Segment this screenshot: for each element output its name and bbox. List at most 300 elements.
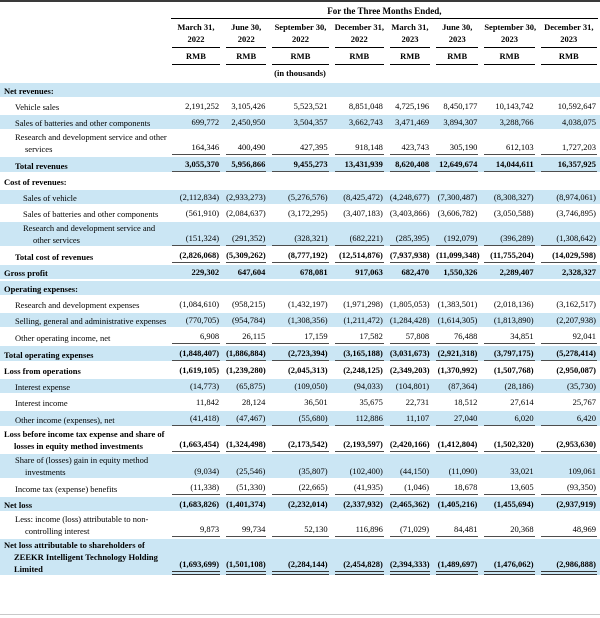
value-text: (2,112,834)	[179, 192, 220, 202]
value-cell	[433, 114, 481, 130]
value-cell	[269, 538, 331, 576]
value-cell	[538, 264, 600, 280]
value-cell	[269, 427, 331, 453]
period-year: 2023	[401, 34, 419, 44]
value-text: 92,041	[541, 329, 597, 344]
period-date: September 30,	[274, 22, 327, 32]
value-text	[390, 281, 430, 295]
value-cell	[269, 378, 331, 394]
value-text	[436, 83, 478, 97]
value-text: 13,431,939	[335, 157, 384, 172]
value-cell	[269, 264, 331, 280]
value-cell	[332, 394, 387, 410]
value-cell	[481, 189, 537, 205]
value-cell	[433, 173, 481, 189]
value-cell	[332, 410, 387, 427]
period-year: 2023	[560, 34, 578, 44]
value-cell	[387, 247, 433, 264]
value-text: (285,395)	[390, 231, 430, 246]
value-cell	[387, 512, 433, 538]
value-cell	[538, 173, 600, 189]
row-label	[0, 427, 169, 453]
value-text	[436, 174, 478, 188]
value-text	[484, 83, 534, 97]
row-label-text: Operating expenses:	[4, 284, 78, 294]
value-text: 11,107	[390, 411, 430, 426]
value-cell	[332, 496, 387, 512]
value-text: (2,937,919)	[556, 499, 596, 509]
value-cell	[332, 173, 387, 189]
value-cell	[481, 264, 537, 280]
row-label-text: Total cost of revenues	[15, 252, 94, 262]
value-text: (1,813,890)	[493, 315, 534, 325]
period-date: December 31,	[334, 22, 385, 32]
row-label	[0, 221, 169, 247]
value-cell	[538, 130, 600, 156]
value-cell	[538, 362, 600, 378]
value-cell	[433, 378, 481, 394]
row-label	[0, 410, 169, 427]
value-text: (561,910)	[185, 208, 220, 218]
value-text	[226, 174, 266, 188]
value-cell	[223, 453, 269, 479]
value-cell	[223, 247, 269, 264]
value-cell	[269, 362, 331, 378]
table-row	[0, 512, 600, 538]
value-text: (1,619,105)	[179, 365, 220, 375]
value-text: 3,105,426	[231, 101, 266, 111]
value-text: 229,302	[191, 267, 220, 277]
value-text: (328,321)	[272, 231, 328, 246]
value-cell	[332, 312, 387, 328]
value-text: (11,099,348)	[436, 248, 478, 263]
table-row	[0, 264, 600, 280]
value-text: (2,207,938)	[556, 315, 596, 325]
value-cell	[223, 205, 269, 221]
value-cell	[223, 378, 269, 394]
value-text: 3,288,766	[499, 117, 534, 127]
value-cell	[433, 410, 481, 427]
value-text: (2,933,273)	[226, 192, 266, 202]
row-label	[0, 312, 169, 328]
value-text: (5,276,576)	[287, 192, 328, 202]
value-cell	[332, 221, 387, 247]
value-cell	[169, 130, 223, 156]
value-text: (1,489,697)	[436, 557, 478, 575]
period-column-header	[223, 19, 269, 48]
value-cell	[387, 410, 433, 427]
value-text: (2,284,144)	[272, 557, 328, 575]
value-text: (3,407,183)	[343, 208, 383, 218]
value-text	[541, 174, 597, 188]
value-text: (1,476,062)	[484, 557, 534, 575]
row-label-text: Research and development service and other services	[15, 132, 167, 154]
value-text: (682,221)	[335, 231, 384, 246]
value-cell	[332, 427, 387, 453]
value-cell	[332, 538, 387, 576]
value-cell	[223, 264, 269, 280]
value-cell	[269, 98, 331, 114]
value-text: 27,614	[510, 397, 534, 407]
value-text: (1,432,197)	[287, 299, 328, 309]
value-cell	[269, 512, 331, 538]
value-text: 4,038,075	[562, 117, 596, 127]
value-text	[436, 281, 478, 295]
value-cell	[169, 280, 223, 296]
value-cell	[169, 189, 223, 205]
row-label	[0, 205, 169, 221]
value-cell	[387, 280, 433, 296]
value-cell	[169, 427, 223, 453]
value-cell	[332, 205, 387, 221]
value-cell	[332, 328, 387, 345]
value-text: (1,284,428)	[389, 315, 430, 325]
row-label	[0, 345, 169, 362]
value-cell	[481, 496, 537, 512]
header-spacer	[0, 48, 169, 65]
row-label-text: Loss from operations	[4, 366, 81, 376]
value-cell	[481, 362, 537, 378]
value-cell	[269, 394, 331, 410]
value-cell	[223, 479, 269, 496]
value-cell	[269, 296, 331, 312]
row-label-text: Interest expense	[15, 382, 70, 392]
unit-column-header	[387, 48, 433, 65]
value-text: (3,746,895)	[556, 208, 596, 218]
value-text: 10,143,742	[495, 101, 534, 111]
value-text: (2,420,166)	[390, 437, 430, 452]
value-cell	[433, 98, 481, 114]
row-label-text: Sales of batteries and other components	[15, 118, 151, 128]
value-text	[272, 174, 328, 188]
bottom-rule	[0, 614, 600, 615]
value-text: 35,675	[359, 397, 383, 407]
value-text: (14,773)	[190, 381, 220, 391]
value-cell	[433, 264, 481, 280]
value-cell	[332, 156, 387, 173]
value-text: (9,034)	[194, 466, 220, 476]
row-label-text: Other income (expenses), net	[15, 415, 115, 425]
row-label-text: Net loss attributable to shareholders of ZEEKR Intelligent Technology Holding Limited	[4, 540, 158, 574]
value-cell	[223, 427, 269, 453]
value-text: (1,683,826)	[179, 499, 220, 509]
value-text: (1,308,642)	[541, 231, 597, 246]
row-label	[0, 247, 169, 264]
value-cell	[387, 328, 433, 345]
value-cell	[387, 312, 433, 328]
value-cell	[387, 173, 433, 189]
row-label-text: Net loss	[4, 500, 33, 510]
value-cell	[433, 156, 481, 173]
value-cell	[223, 496, 269, 512]
value-cell	[169, 453, 223, 479]
value-cell	[223, 130, 269, 156]
value-cell	[269, 328, 331, 345]
value-text: (2,454,828)	[335, 557, 384, 575]
row-label	[0, 328, 169, 345]
value-text: 918,148	[335, 140, 384, 155]
value-text: 13,605	[484, 480, 534, 495]
value-text: 1,550,326	[443, 267, 478, 277]
value-cell	[538, 328, 600, 345]
value-text: (1,239,280)	[226, 365, 266, 375]
row-label	[0, 114, 169, 130]
value-text: 2,289,407	[499, 267, 534, 277]
value-cell	[169, 378, 223, 394]
value-text: 33,021	[510, 466, 534, 476]
table-header	[0, 4, 600, 83]
value-text: (35,730)	[566, 381, 596, 391]
value-cell	[538, 345, 600, 362]
period-column-header	[169, 19, 223, 48]
value-text: 116,896	[335, 522, 384, 537]
row-label-text: Income tax (expense) benefits	[15, 484, 118, 494]
value-text: (28,186)	[504, 381, 534, 391]
value-cell	[538, 296, 600, 312]
value-text: 10,592,647	[557, 101, 596, 111]
value-cell	[332, 98, 387, 114]
table-row	[0, 205, 600, 221]
value-cell	[169, 247, 223, 264]
value-cell	[538, 189, 600, 205]
value-cell	[169, 394, 223, 410]
row-label	[0, 453, 169, 479]
value-text: 2,191,252	[185, 101, 220, 111]
value-text: (14,029,598)	[541, 248, 597, 263]
value-text	[272, 281, 328, 295]
value-cell	[538, 312, 600, 328]
value-text: 14,044,611	[484, 157, 534, 172]
value-cell	[169, 538, 223, 576]
value-cell	[433, 221, 481, 247]
value-cell	[223, 512, 269, 538]
unit-label: RMB	[484, 48, 534, 65]
value-text: 57,808	[390, 329, 430, 344]
row-label-text: Vehicle sales	[15, 102, 60, 112]
value-cell	[269, 173, 331, 189]
value-text: 27,040	[436, 411, 478, 426]
table-row	[0, 189, 600, 205]
value-text: (5,309,262)	[226, 248, 266, 263]
unit-label: RMB	[436, 48, 478, 65]
value-cell	[169, 264, 223, 280]
value-cell	[332, 189, 387, 205]
value-text: 6,420	[541, 411, 597, 426]
value-text: 647,604	[237, 267, 266, 277]
value-cell	[538, 114, 600, 130]
value-cell	[387, 189, 433, 205]
value-cell	[433, 538, 481, 576]
row-label-text: Gross profit	[4, 268, 48, 278]
table-row	[0, 394, 600, 410]
value-cell	[223, 345, 269, 362]
row-label-text: Selling, general and administrative expenses	[15, 316, 167, 326]
value-cell	[169, 512, 223, 538]
value-text: (87,364)	[448, 381, 478, 391]
value-text: (2,953,630)	[541, 437, 597, 452]
value-text: 3,471,469	[395, 117, 430, 127]
value-cell	[332, 264, 387, 280]
table-row	[0, 345, 600, 362]
value-text	[226, 281, 266, 295]
value-text: (8,425,472)	[343, 192, 383, 202]
table-row	[0, 496, 600, 512]
period-year: 2023	[448, 34, 466, 44]
value-text	[484, 174, 534, 188]
value-cell	[481, 280, 537, 296]
value-text: (1,455,694)	[493, 499, 534, 509]
value-cell	[269, 130, 331, 156]
value-cell	[387, 453, 433, 479]
period-year: 2023	[500, 34, 518, 44]
value-text	[484, 281, 534, 295]
unit-caption: (in thousands)	[274, 68, 326, 78]
value-cell	[481, 410, 537, 427]
value-text: (2,950,087)	[556, 365, 596, 375]
value-text: (770,705)	[185, 315, 220, 325]
period-column-header	[387, 19, 433, 48]
value-text: (35,807)	[298, 466, 328, 476]
value-text: (1,663,454)	[172, 437, 220, 452]
period-column-header	[269, 19, 331, 48]
value-text	[226, 83, 266, 97]
unit-label: RMB	[272, 48, 328, 65]
row-label	[0, 156, 169, 173]
table-row	[0, 173, 600, 189]
value-text	[541, 83, 597, 97]
value-cell	[387, 496, 433, 512]
value-cell	[538, 410, 600, 427]
value-cell	[387, 264, 433, 280]
unit-label: RMB	[226, 48, 266, 65]
value-cell	[332, 453, 387, 479]
value-text: 3,055,370	[172, 157, 220, 172]
value-cell	[387, 205, 433, 221]
value-text: 5,956,866	[226, 157, 266, 172]
value-text	[335, 83, 384, 97]
value-cell	[223, 173, 269, 189]
table-row	[0, 247, 600, 264]
value-cell	[481, 83, 537, 99]
value-text: 52,130	[272, 522, 328, 537]
row-label-text: Net revenues:	[4, 86, 54, 96]
table-row	[0, 427, 600, 453]
value-cell	[481, 156, 537, 173]
value-text: (1,501,108)	[226, 557, 266, 575]
value-cell	[269, 221, 331, 247]
value-text: (2,394,333)	[390, 557, 430, 575]
row-label	[0, 83, 169, 99]
value-cell	[538, 156, 600, 173]
income-statement-table	[0, 4, 600, 577]
value-cell	[169, 205, 223, 221]
value-text: (1,405,216)	[437, 499, 478, 509]
value-cell	[481, 328, 537, 345]
row-label	[0, 496, 169, 512]
value-text: 3,894,307	[443, 117, 478, 127]
value-cell	[169, 496, 223, 512]
table-row	[0, 410, 600, 427]
value-cell	[169, 156, 223, 173]
value-text: 2,450,950	[231, 117, 266, 127]
value-cell	[169, 479, 223, 496]
value-text: 427,395	[272, 140, 328, 155]
value-text: (2,045,313)	[287, 365, 328, 375]
value-text: (55,680)	[272, 411, 328, 426]
value-text: 34,851	[484, 329, 534, 344]
table-row	[0, 453, 600, 479]
value-text: 20,368	[484, 522, 534, 537]
value-text: (1,401,374)	[226, 499, 266, 509]
table-row	[0, 362, 600, 378]
value-text: 6,020	[484, 411, 534, 426]
value-text: 26,115	[226, 329, 266, 344]
value-text: 36,501	[304, 397, 328, 407]
value-text: (102,400)	[349, 466, 383, 476]
value-text: (22,665)	[272, 480, 328, 495]
row-label	[0, 173, 169, 189]
value-cell	[332, 362, 387, 378]
row-label	[0, 296, 169, 312]
value-cell	[169, 312, 223, 328]
value-text: (2,337,932)	[343, 499, 383, 509]
value-cell	[223, 156, 269, 173]
value-text: 9,873	[172, 522, 220, 537]
value-text: (1,383,501)	[437, 299, 478, 309]
value-text: (109,050)	[294, 381, 328, 391]
table-row	[0, 328, 600, 345]
value-cell	[169, 114, 223, 130]
value-text: (2,173,542)	[272, 437, 328, 452]
value-cell	[538, 394, 600, 410]
value-text: 17,582	[335, 329, 384, 344]
value-text: 18,512	[453, 397, 478, 407]
value-text: (192,079)	[436, 231, 478, 246]
value-text: (3,797,175)	[484, 346, 534, 361]
value-cell	[481, 296, 537, 312]
row-label-text: Loss before income tax expense and share of losses in equity method investments	[4, 429, 165, 451]
table-row	[0, 538, 600, 576]
row-label-text: Sales of vehicle	[23, 193, 77, 203]
value-cell	[538, 98, 600, 114]
value-cell	[433, 247, 481, 264]
value-text: 2,328,327	[562, 267, 596, 277]
value-text: 17,159	[272, 329, 328, 344]
value-cell	[433, 496, 481, 512]
row-label	[0, 280, 169, 296]
value-cell	[332, 479, 387, 496]
value-cell	[481, 173, 537, 189]
value-text: (5,278,414)	[541, 346, 597, 361]
row-label-text: Other operating income, net	[15, 333, 111, 343]
value-cell	[387, 83, 433, 99]
row-label-text: Share of (losses) gain in equity method investments	[15, 455, 149, 477]
period-year: 2022	[187, 34, 205, 44]
period-column-header	[433, 19, 481, 48]
row-label-text: Total revenues	[15, 161, 68, 171]
value-cell	[481, 205, 537, 221]
value-cell	[538, 512, 600, 538]
value-text: (7,937,938)	[390, 248, 430, 263]
value-text: (1,507,768)	[493, 365, 534, 375]
unit-column-header	[433, 48, 481, 65]
header-periods-row	[0, 19, 600, 48]
value-cell	[481, 130, 537, 156]
value-text	[172, 83, 220, 97]
value-cell	[538, 378, 600, 394]
period-column-header	[538, 19, 600, 48]
value-text: 9,455,273	[272, 157, 328, 172]
